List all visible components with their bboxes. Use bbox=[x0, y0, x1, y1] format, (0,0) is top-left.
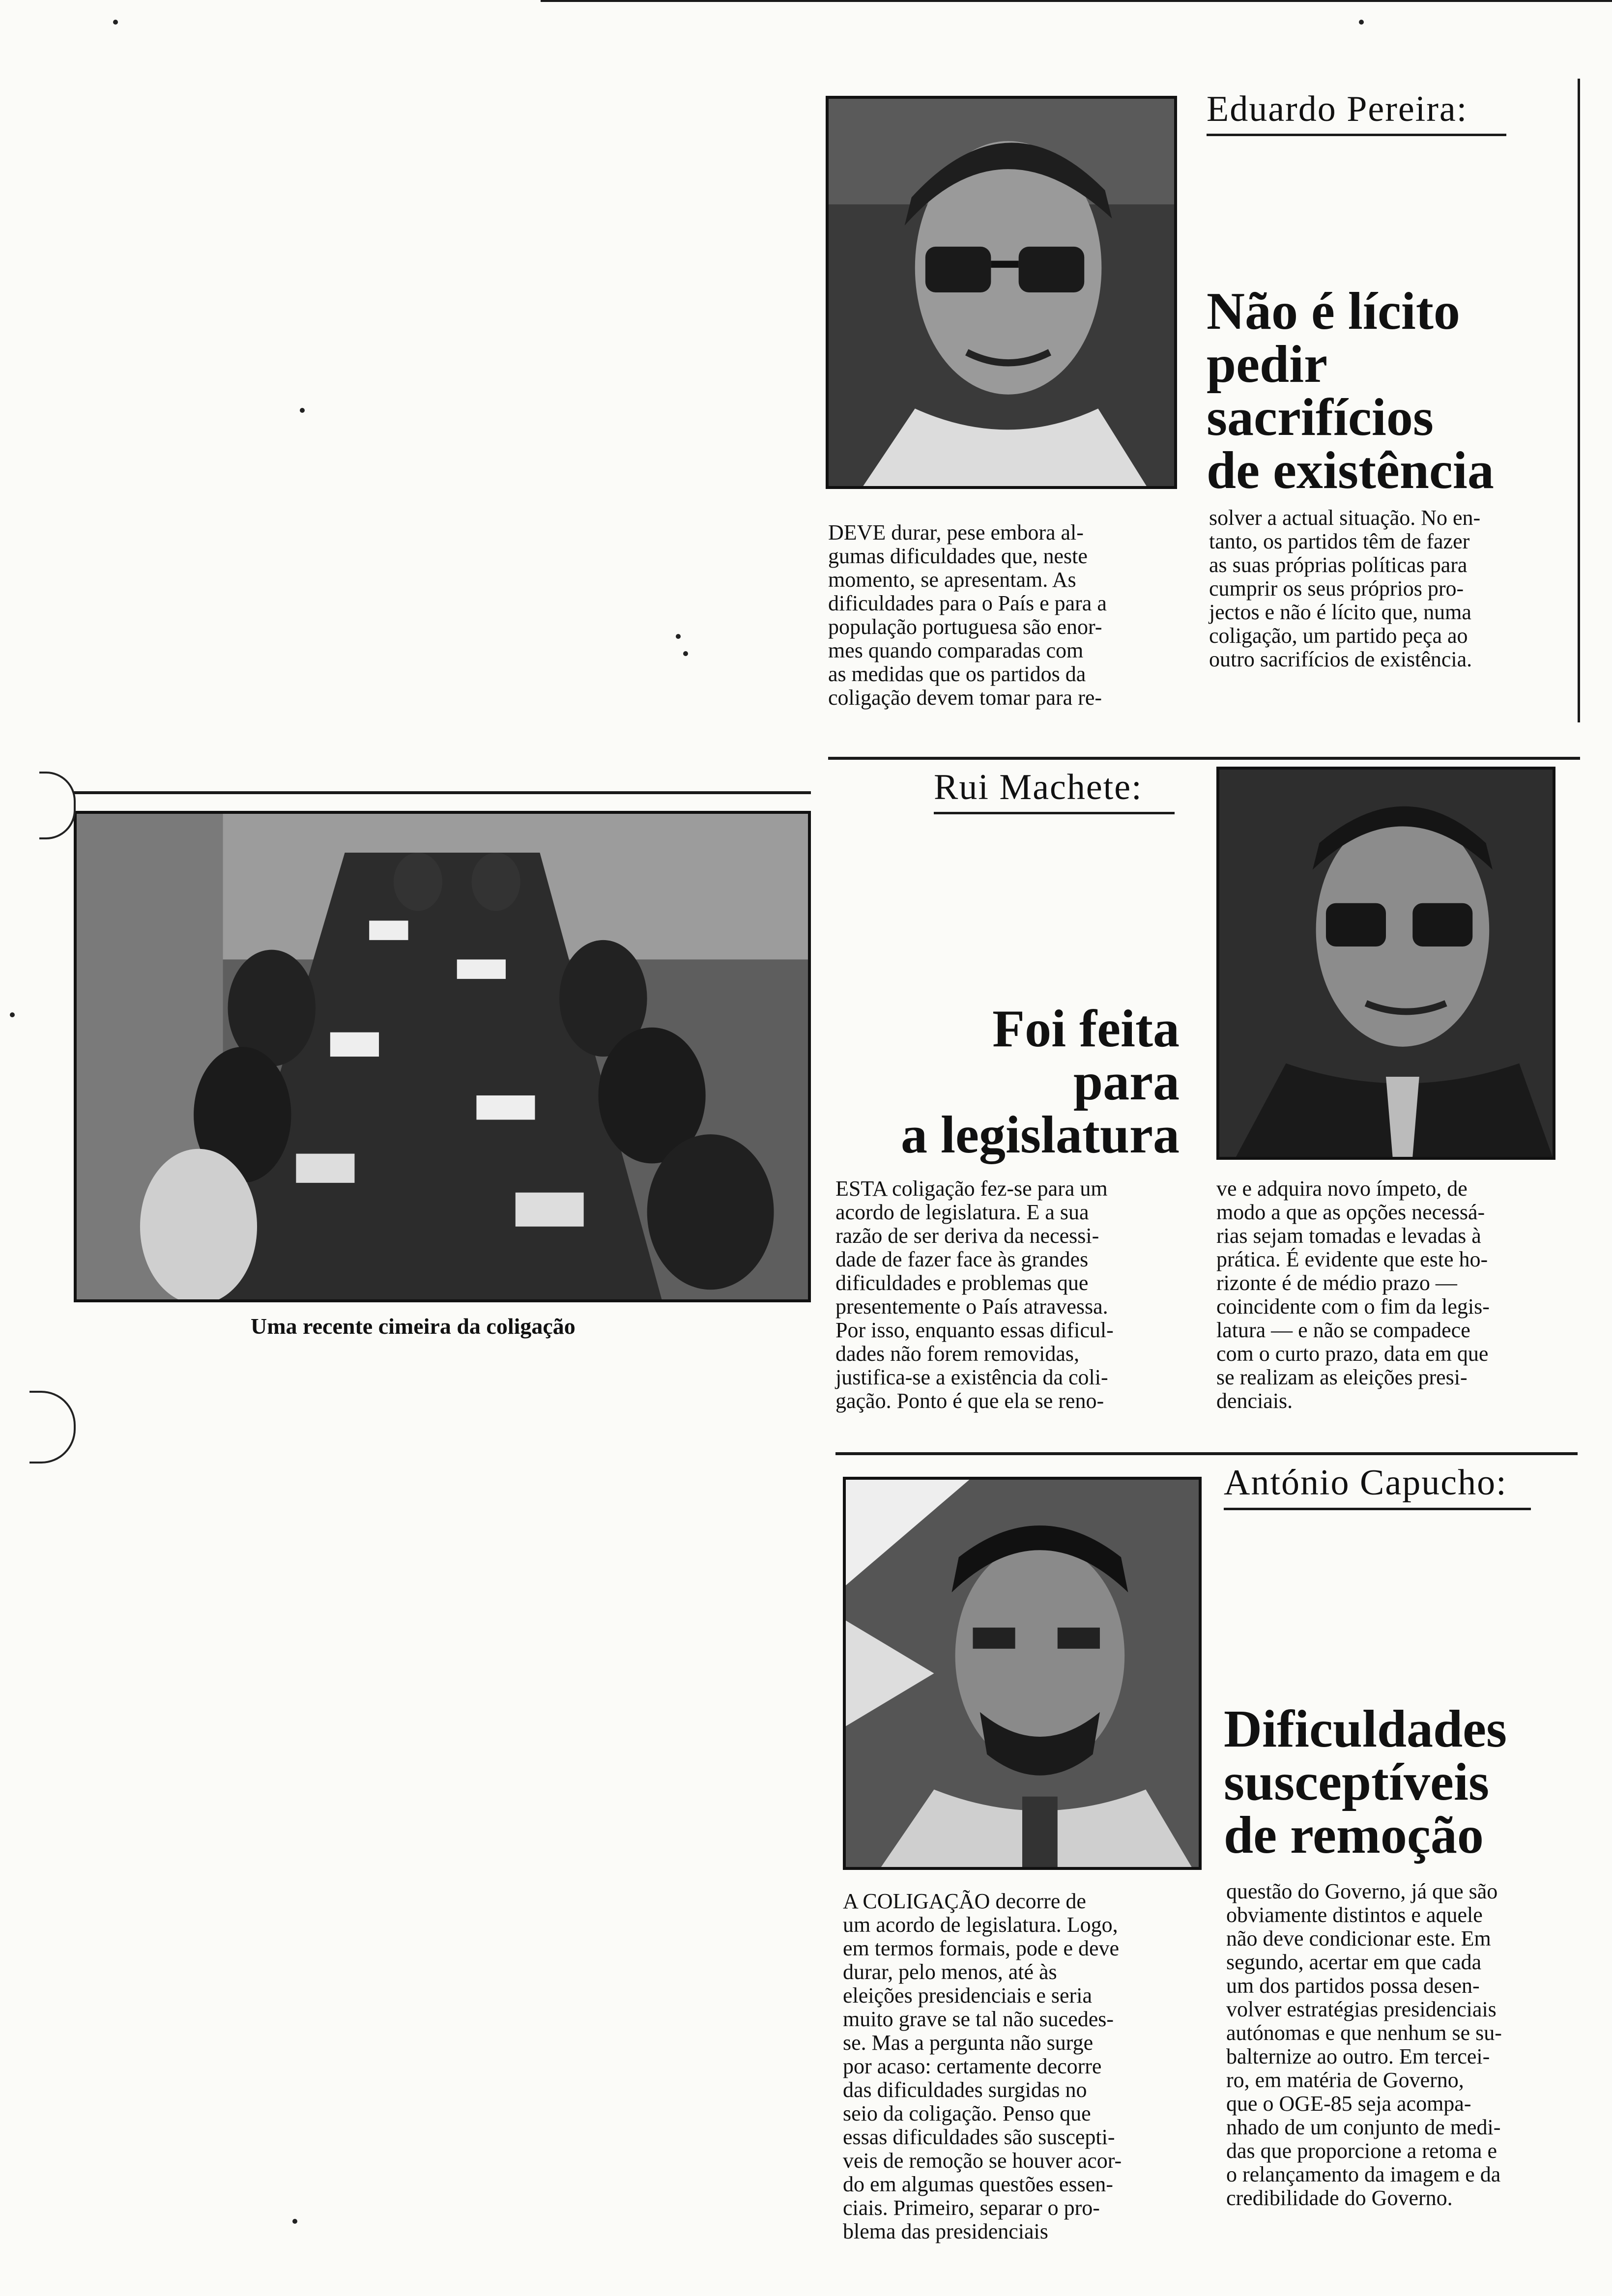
text-line: modo a que as opções necessá- bbox=[1216, 1200, 1485, 1224]
article-3-column-2 bbox=[1226, 1880, 1580, 2210]
text-line: nhado de um conjunto de medi- bbox=[1226, 2115, 1501, 2139]
text-line: essas dificuldades são suscepti- bbox=[843, 2125, 1115, 2149]
text-line: cumprir os seus próprios pro- bbox=[1209, 576, 1464, 601]
headline-1-line: sacrifícios bbox=[1207, 388, 1434, 447]
text-line: mes quando comparadas com bbox=[828, 638, 1084, 662]
headline-2-line: para bbox=[1073, 1053, 1180, 1111]
name-underline-1 bbox=[1207, 134, 1506, 136]
scan-speck bbox=[683, 651, 688, 656]
text-line: blema das presidenciais bbox=[843, 2219, 1048, 2243]
text-line: razão de ser deriva da necessi- bbox=[835, 1224, 1099, 1248]
headline-3 bbox=[1224, 1700, 1507, 1865]
text-line: segundo, acertar em que cada bbox=[1226, 1950, 1482, 1974]
text-line: ciais. Primeiro, separar o pro- bbox=[843, 2196, 1100, 2220]
text-line: população portuguesa são enor- bbox=[828, 615, 1102, 639]
binder-hole-bottom bbox=[29, 1391, 76, 1464]
name-underline-2 bbox=[934, 812, 1175, 814]
text-line: gumas dificuldades que, neste bbox=[828, 544, 1088, 568]
headline-1-line: de existência bbox=[1207, 441, 1494, 500]
text-line: durar, pelo menos, até às bbox=[843, 1960, 1057, 1984]
text-line: gação. Ponto é que ela se reno- bbox=[835, 1389, 1104, 1413]
text-line: por acaso: certamente decorre bbox=[843, 2054, 1102, 2078]
text-line: dificuldades para o País e para a bbox=[828, 591, 1107, 615]
text-line: Por isso, enquanto essas dificul- bbox=[835, 1318, 1114, 1342]
text-line: das que proporcione a retoma e bbox=[1226, 2139, 1497, 2163]
headline-2-line: a legislatura bbox=[901, 1106, 1180, 1164]
text-line: o relançamento da imagem e da bbox=[1226, 2162, 1501, 2186]
text-line: dificuldades e problemas que bbox=[835, 1271, 1089, 1295]
text-line: dade de fazer face às grandes bbox=[835, 1247, 1089, 1271]
text-line: coligação devem tomar para re- bbox=[828, 686, 1102, 710]
text-line: DEVE durar, pese embora al- bbox=[828, 520, 1084, 545]
text-line: balternize ao outro. Em tercei- bbox=[1226, 2044, 1490, 2068]
photo-top-rule bbox=[74, 791, 811, 794]
text-line: com o curto prazo, data em que bbox=[1216, 1342, 1489, 1366]
text-line: as medidas que os partidos da bbox=[828, 662, 1086, 686]
text-line: volver estratégias presidenciais bbox=[1226, 1997, 1497, 2021]
scan-speck bbox=[1359, 20, 1364, 25]
interviewee-name-3: António Capucho: bbox=[1224, 1463, 1507, 1503]
article-1-column-1 bbox=[828, 521, 1221, 710]
headline-3-line: de remoção bbox=[1224, 1806, 1484, 1865]
interviewee-name-2: Rui Machete: bbox=[934, 767, 1143, 807]
text-line: momento, se apresentam. As bbox=[828, 568, 1076, 592]
text-line: eleições presidenciais e seria bbox=[843, 1983, 1092, 2008]
text-line: credibilidade do Governo. bbox=[1226, 2186, 1453, 2210]
text-line: A COLIGAÇÃO decorre de bbox=[843, 1889, 1086, 1913]
text-line: latura — e não se compadece bbox=[1216, 1318, 1470, 1342]
text-line: denciais. bbox=[1216, 1389, 1293, 1413]
text-line: que o OGE-85 seja acompa- bbox=[1226, 2092, 1471, 2116]
text-line: ESTA coligação fez-se para um bbox=[835, 1177, 1108, 1201]
headline-1 bbox=[1207, 282, 1494, 500]
article-2-column-2 bbox=[1216, 1177, 1570, 1413]
article-1-column-2 bbox=[1209, 506, 1573, 671]
text-line: tanto, os partidos têm de fazer bbox=[1209, 529, 1470, 553]
text-line: veis de remoção se houver acor- bbox=[843, 2149, 1122, 2173]
text-line: ve e adquira novo ímpeto, de bbox=[1216, 1177, 1468, 1201]
text-line: rias sejam tomadas e levadas à bbox=[1216, 1224, 1481, 1248]
section-divider-2 bbox=[835, 1452, 1578, 1455]
text-line: ro, em matéria de Governo, bbox=[1226, 2068, 1464, 2092]
text-line: do em algumas questões essen- bbox=[843, 2172, 1113, 2196]
text-line: acordo de legislatura. E a sua bbox=[835, 1200, 1089, 1224]
text-line: outro sacrifícios de existência. bbox=[1209, 647, 1472, 671]
text-line: em termos formais, pode e deve bbox=[843, 1936, 1120, 1960]
headline-1-line: Não é lícito bbox=[1207, 282, 1460, 341]
text-line: se. Mas a pergunta não surge bbox=[843, 2031, 1094, 2055]
text-line: jectos e não é lícito que, numa bbox=[1209, 600, 1471, 624]
top-border bbox=[541, 0, 1612, 2]
column-border-right bbox=[1578, 79, 1580, 722]
text-line: justifica-se a existência da coli- bbox=[835, 1365, 1108, 1389]
scan-speck bbox=[292, 2219, 297, 2224]
scan-speck bbox=[676, 634, 681, 639]
article-3-column-1 bbox=[843, 1890, 1216, 2243]
headline-1-line: pedir bbox=[1207, 335, 1328, 394]
portrait-rui-machete bbox=[1216, 767, 1555, 1160]
text-line: rizonte é de médio prazo — bbox=[1216, 1271, 1457, 1295]
scan-speck bbox=[10, 1012, 15, 1017]
text-line: das dificuldades surgidas no bbox=[843, 2078, 1087, 2102]
section-divider-1 bbox=[828, 757, 1580, 760]
text-line: seio da coligação. Penso que bbox=[843, 2101, 1091, 2125]
text-line: um dos partidos possa desen- bbox=[1226, 1974, 1480, 1998]
headline-3-line: susceptíveis bbox=[1224, 1753, 1489, 1811]
photo-caption: Uma recente cimeira da coligação bbox=[251, 1314, 576, 1339]
text-line: autónomas e que nenhum se su- bbox=[1226, 2021, 1502, 2045]
headline-2 bbox=[639, 1000, 1180, 1164]
text-line: questão do Governo, já que são bbox=[1226, 1879, 1498, 1903]
text-line: solver a actual situação. No en- bbox=[1209, 506, 1481, 530]
text-line: muito grave se tal não sucedes- bbox=[843, 2007, 1114, 2031]
headline-3-line: Dificuldades bbox=[1224, 1700, 1507, 1758]
binder-hole-top bbox=[39, 772, 76, 839]
text-line: se realizam as eleições presi- bbox=[1216, 1365, 1468, 1389]
scan-speck bbox=[300, 408, 305, 413]
portrait-antonio-capucho bbox=[843, 1477, 1202, 1870]
text-line: não deve condicionar este. Em bbox=[1226, 1926, 1491, 1951]
interviewee-name-1: Eduardo Pereira: bbox=[1207, 89, 1468, 129]
text-line: coincidente com o fim da legis- bbox=[1216, 1294, 1490, 1319]
name-underline-3 bbox=[1224, 1508, 1531, 1510]
text-line: as suas próprias políticas para bbox=[1209, 553, 1468, 577]
scan-speck bbox=[113, 20, 118, 25]
headline-2-line: Foi feita bbox=[992, 1000, 1180, 1058]
text-line: dades não forem removidas, bbox=[835, 1342, 1080, 1366]
text-line: presentemente o País atravessa. bbox=[835, 1294, 1108, 1319]
text-line: prática. É evidente que este ho- bbox=[1216, 1247, 1488, 1271]
portrait-eduardo-pereira bbox=[826, 96, 1177, 489]
text-line: coligação, um partido peça ao bbox=[1209, 624, 1468, 648]
text-line: obviamente distintos e aquele bbox=[1226, 1903, 1483, 1927]
article-2-column-1 bbox=[835, 1177, 1209, 1413]
text-line: um acordo de legislatura. Logo, bbox=[843, 1913, 1118, 1937]
